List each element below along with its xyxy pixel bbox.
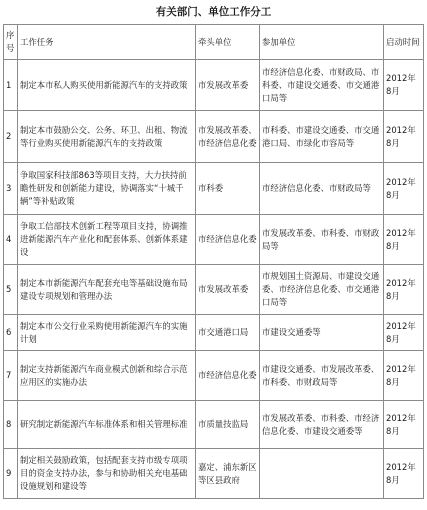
cell-task: 争取工信部技术创新工程等项目支持，协调推进新能源汽车产业化和配套体系、创新体系建设: [18, 215, 196, 265]
cell-participants: 市规划国土资源局、市建设交通委、市经济信息化委、市交通港口局等: [260, 265, 384, 315]
table-header-row: [4, 25, 424, 60]
cell-lead: 市科委: [196, 163, 260, 215]
cell-participants: 市发展改革委、市科委、市财政局等: [260, 215, 384, 265]
cell-task: 争取国家科技部863等项目支持，大力扶持前瞻性研发和创新能力建设，协调落实“十城千辆”等补贴政策: [18, 163, 196, 215]
cell-lead: 市发展改革委: [196, 60, 260, 111]
cell-start: 2012年8月: [384, 163, 424, 215]
cell-start: 2012年8月: [384, 111, 424, 163]
cell-task: 制定本市私人购买使用新能源汽车的支持政策: [18, 60, 196, 111]
cell-no: 3: [4, 163, 18, 215]
header-lead: 牵头单位: [196, 25, 260, 60]
header-task: 工作任务: [18, 25, 196, 60]
cell-lead: 嘉定、浦东新区等区县政府: [196, 449, 260, 499]
cell-no: 7: [4, 351, 18, 401]
header-start: 启动时间: [384, 25, 424, 60]
cell-participants: 市经济信息化委、市财政局等: [260, 163, 384, 215]
cell-participants: 市科委、市建设交通委、市交通港口局、市绿化市容局等: [260, 111, 384, 163]
cell-no: 8: [4, 401, 18, 449]
cell-start: 2012年8月: [384, 265, 424, 315]
cell-no: 6: [4, 315, 18, 351]
cell-start: 2012年8月: [384, 449, 424, 499]
cell-lead: 市发展改革委: [196, 265, 260, 315]
cell-task: 制定本市新能源汽车配套充电等基础设施布局建设专项规划和管理办法: [18, 265, 196, 315]
task-allocation-table: [3, 24, 424, 499]
cell-start: 2012年8月: [384, 351, 424, 401]
cell-lead: 市发展改革委、市经济信息化委: [196, 111, 260, 163]
cell-no: 4: [4, 215, 18, 265]
cell-start: 2012年8月: [384, 401, 424, 449]
header-no: 序号: [4, 25, 18, 60]
header-participants: 参加单位: [260, 25, 384, 60]
cell-task: 制定本市公交行业采购使用新能源汽车的实施计划: [18, 315, 196, 351]
cell-start: 2012年8月: [384, 215, 424, 265]
cell-start: 2012年8月: [384, 315, 424, 351]
cell-participants: 市发展改革委、市科委、市经济信息化委、市建设交通委等: [260, 401, 384, 449]
table-row: [4, 351, 424, 401]
cell-participants: 市建设交通委等: [260, 315, 384, 351]
table-row: [4, 163, 424, 215]
table-row: [4, 265, 424, 315]
table-row: [4, 215, 424, 265]
cell-task: 研究制定新能源汽车标准体系和相关管理标准: [18, 401, 196, 449]
cell-no: 1: [4, 60, 18, 111]
cell-no: 9: [4, 449, 18, 499]
document-title: 有关部门、单位工作分工: [155, 6, 272, 18]
cell-lead: 市经济信息化委: [196, 215, 260, 265]
cell-lead: 市交通港口局: [196, 315, 260, 351]
cell-task: 制定本市鼓励公交、公务、环卫、出租、物流等行业购买使用新能源汽车的支持政策: [18, 111, 196, 163]
cell-participants: [260, 449, 384, 499]
table-row: [4, 60, 424, 111]
cell-start: 2012年8月: [384, 60, 424, 111]
cell-participants: 市经济信息化委、市财政局、市科委、市建设交通委、市交通港口局等: [260, 60, 384, 111]
cell-task: 制定相关鼓励政策，包括配套支持市级专项项目的资金支持办法，参与和协助相关充电基础设施规划和建设等: [18, 449, 196, 499]
cell-lead: 市质量技监局: [196, 401, 260, 449]
cell-no: 2: [4, 111, 18, 163]
table-row: [4, 449, 424, 499]
cell-task: 制定支持新能源汽车商业模式创新和综合示范应用区的实施办法: [18, 351, 196, 401]
cell-participants: 市建设交通委、市发展改革委、市科委、市财政局等: [260, 351, 384, 401]
table-row: [4, 401, 424, 449]
table-row: [4, 111, 424, 163]
cell-lead: 市经济信息化委: [196, 351, 260, 401]
table-row: [4, 315, 424, 351]
cell-no: 5: [4, 265, 18, 315]
